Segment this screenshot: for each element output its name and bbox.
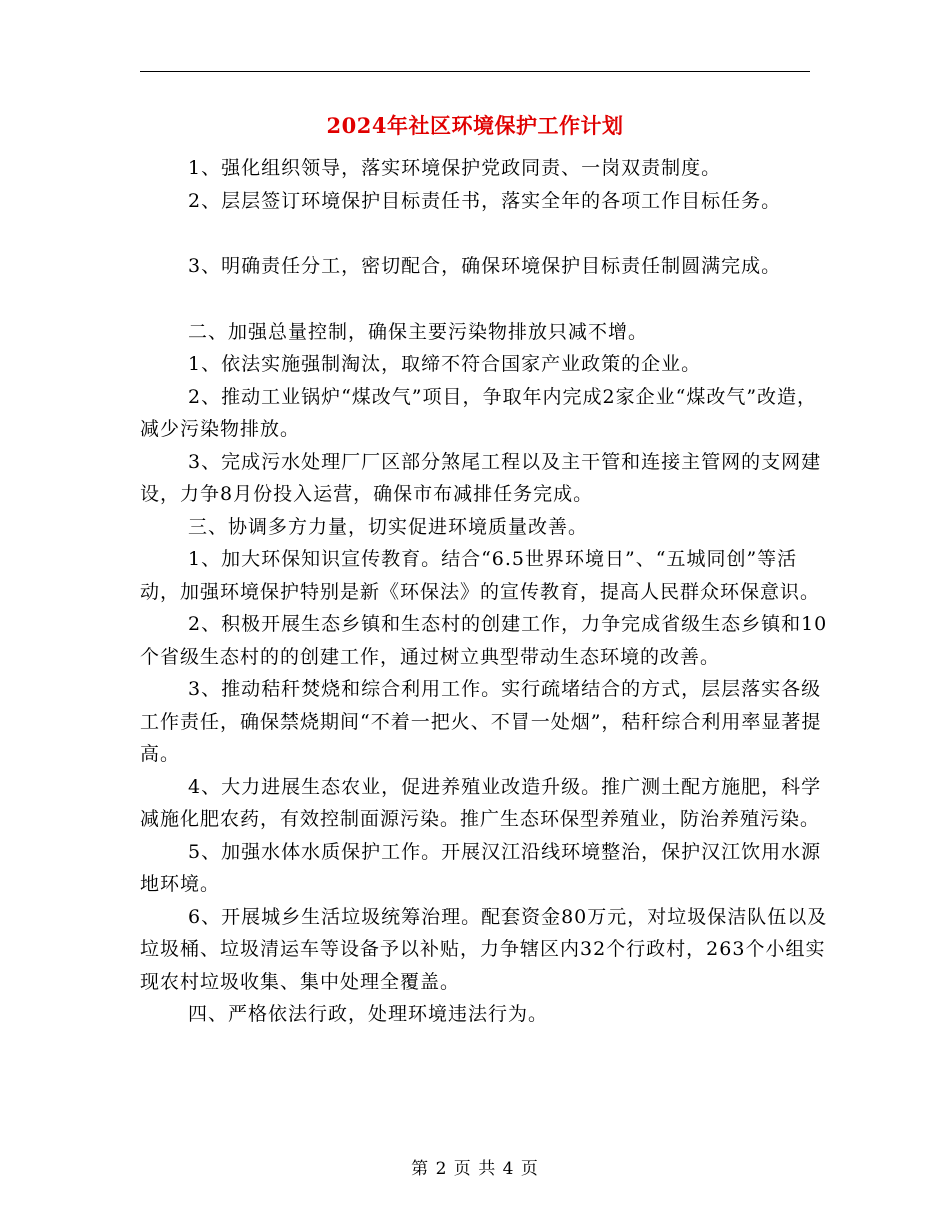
section-heading: 二、加强总量控制，确保主要污染物排放只减不增。 [188, 320, 649, 343]
paragraph: 3、推动秸秆焚烧和综合利用工作。实行疏堵结合的方式，层层落实各级工作责任，确保禁烧期间“不着一把火、不冒一处烟”，秸秆综合利用率显著提高。 [140, 678, 822, 765]
document-body [140, 152, 830, 1031]
paragraph: 3、完成污水处理厂厂区部分煞尾工程以及主干管和连接主管网的支网建设，力争8月份投入运营，确保市布减排任务完成。 [140, 450, 822, 505]
paragraph: 2、积极开展生态乡镇和生态村的创建工作，力争完成省级生态乡镇和10个省级生态村的的创建工作，通过树立典型带动生态环境的改善。 [140, 613, 828, 668]
paragraph: 1、加大环保知识宣传教育。结合“6.5世界环境日”、“五城同创”等活动，加强环境保护特别是新《环保法》的宣传教育，提高人民群众环保意识。 [140, 548, 821, 603]
paragraph: 5、加强水体水质保护工作。开展汉江沿线环境整治，保护汉江饮用水源地环境。 [140, 840, 822, 895]
paragraph: 2、推动工业锅炉“煤改气”项目，争取年内完成2家企业“煤改气”改造，减少污染物排放。 [140, 385, 818, 440]
section-heading: 三、协调多方力量，切实促进环境质量改善。 [188, 515, 589, 538]
section-heading: 四、严格依法行政，处理环境违法行为。 [188, 1003, 549, 1025]
paragraph: 6、开展城乡生活垃圾统筹治理。配套资金80万元，对垃圾保洁队伍以及垃圾桶、垃圾清运车等设备予以补贴，力争辖区内32个行政村，263个小组实现农村垃圾收集、集中处理全覆盖。 [140, 905, 828, 993]
paragraph: 2、层层签订环境保护目标责任书，落实全年的各项工作目标任务。 [188, 189, 782, 212]
paragraph: 1、强化组织领导，落实环境保护党政同责、一岗双责制度。 [188, 157, 722, 179]
document-title: 2024年社区环境保护工作计划 [326, 113, 624, 138]
paragraph: 4、大力进展生态农业，促进养殖业改造升级。推广测土配方施肥，科学减施化肥农药，有效控制面源污染。推广生态环保型养殖业，防治养殖污染。 [140, 775, 822, 830]
paragraph: 3、明确责任分工，密切配合，确保环境保护目标责任制圆满完成。 [188, 255, 782, 277]
header-rule [140, 71, 810, 72]
paragraph: 1、依法实施强制淘汰，取缔不符合国家产业政策的企业。 [188, 353, 702, 375]
page-number: 第 2 页 共 4 页 [411, 1159, 539, 1179]
